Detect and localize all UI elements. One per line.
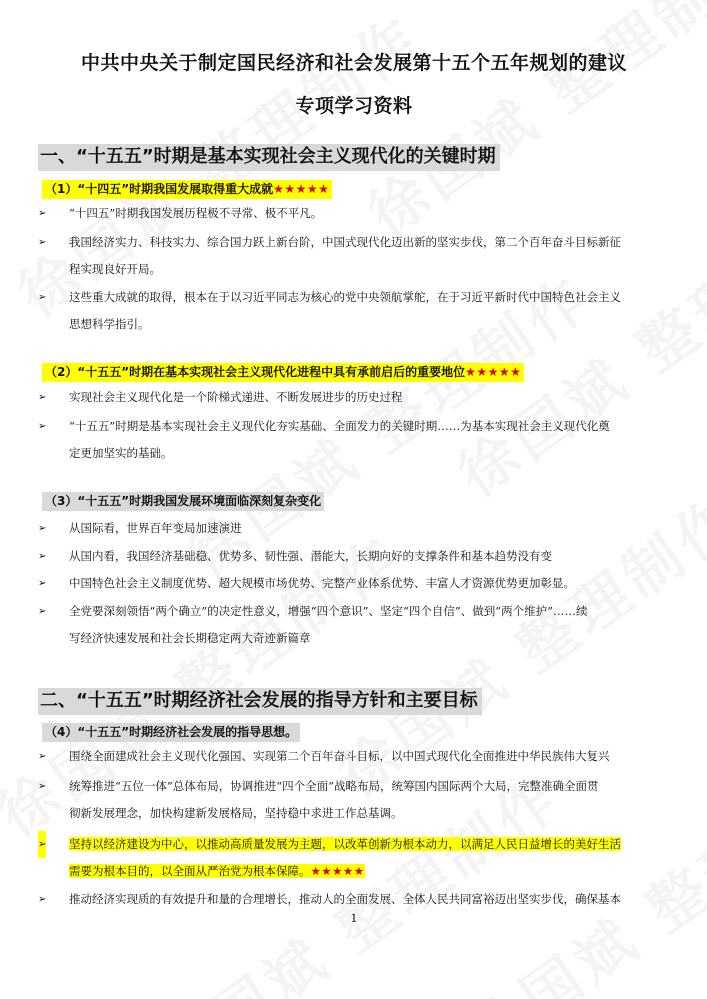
list-item: ➢ 我国经济实力、科技实力、综合国力跃上新台阶，中国式现代化迈出新的坚实步伐，第二个百年奋斗目标新征 <box>38 229 670 256</box>
section-heading-2: 二、“十五五”时期经济社会发展的指导方针和主要目标 <box>38 688 482 715</box>
list-item-highlighted: ➢ 坚持以经济建设为中心，以推动高质量发展为主题，以改革创新为根本动力，以满足人民日益增长的美好生活 <box>38 831 670 858</box>
arrow-bullet-icon: ➢ <box>38 392 47 403</box>
arrow-bullet-icon: ➢ <box>38 237 47 248</box>
list-item: ➢ 全党要深刻领悟“两个确立”的决定性意义，增强“四个意识”、坚定“四个自信”、做到“两个维护”……续 <box>38 598 670 625</box>
star-rating: ★★★★★ <box>310 864 365 878</box>
arrow-bullet-icon: ➢ <box>38 292 47 303</box>
list-item: ➢ “十四五”时期我国发展历程极不寻常、极不平凡。 <box>38 200 670 227</box>
page-number: 1 <box>350 912 358 925</box>
list-item: ➢ 统筹推进“五位一体”总体布局，协调推进“四个全面”战略布局，统筹国内国际两个大局，完整准确全面贯 <box>38 773 670 800</box>
star-rating: ★★★★★ <box>273 182 330 196</box>
arrow-bullet-icon: ➢ <box>38 751 47 762</box>
arrow-bullet-icon: ➢ <box>38 523 47 534</box>
subheading-1: （1）“十四五”时期我国发展取得重大成就★★★★★ <box>42 180 332 199</box>
list-item-continuation: 思想科学指引。 <box>69 317 150 331</box>
subheading-4: （4）“十五五”时期经济社会发展的指导思想。 <box>42 723 300 742</box>
arrow-bullet-icon: ➢ <box>38 421 47 432</box>
arrow-bullet-icon: ➢ <box>38 208 47 219</box>
list-item: ➢ 中国特色社会主义制度优势、超大规模市场优势、完整产业体系优势、丰富人才资源优势更加彰显。 <box>38 570 670 597</box>
list-item-continuation: 程实现良好开局。 <box>69 262 161 276</box>
list-item-continuation: 彻新发展理念，加快构建新发展格局，坚持稳中求进工作总基调。 <box>69 806 403 820</box>
list-item: ➢ 从国内看，我国经济基础稳、优势多、韧性强、潜能大，长期向好的支撑条件和基本趋势没有变 <box>38 543 670 570</box>
arrow-bullet-icon: ➢ <box>38 781 47 792</box>
arrow-bullet-icon: ➢ <box>38 831 46 858</box>
subheading-3: （3）“十五五”时期我国发展环境面临深刻复杂变化 <box>42 492 324 511</box>
section-heading-1: 一、“十五五”时期是基本实现社会主义现代化的关键时期 <box>38 144 500 171</box>
subheading-2: （2）“十五五”时期在基本实现社会主义现代化进程中具有承前启后的重要地位★★★★★ <box>42 363 524 382</box>
list-item: ➢ 从国际看，世界百年变局加速演进 <box>38 515 670 542</box>
list-item-continuation: 定更加坚实的基础。 <box>69 446 173 460</box>
list-item: ➢ 围绕全面建成社会主义现代化强国、实现第二个百年奋斗目标，以中国式现代化全面推进中华民族伟大复兴 <box>38 743 670 770</box>
doc-title: 中共中央关于制定国民经济和社会发展第十五个五年规划的建议 <box>80 52 627 74</box>
arrow-bullet-icon: ➢ <box>38 606 47 617</box>
arrow-bullet-icon: ➢ <box>38 551 47 562</box>
arrow-bullet-icon: ➢ <box>38 894 47 905</box>
list-item-continuation: 写经济快速发展和社会长期稳定两大奇迹新篇章 <box>69 631 311 645</box>
list-item: ➢ 推动经济实现质的有效提升和量的合理增长，推动人的全面发展、全体人民共同富裕迈出坚实步伐，确保基本 <box>38 886 670 913</box>
list-item: ➢ “十五五”时期是基本实现社会主义现代化夯实基础、全面发力的关键时期……为基本实现社会主义现代化奠 <box>38 413 670 440</box>
list-item: ➢ 这些重大成就的取得，根本在于以习近平同志为核心的党中央领航掌舵，在于习近平新时代中国特色社会主义 <box>38 284 670 311</box>
arrow-bullet-icon: ➢ <box>38 578 47 589</box>
list-item: ➢ 实现社会主义现代化是一个阶梯式递进、不断发展进步的历史过程 <box>38 384 670 411</box>
doc-subtitle: 专项学习资料 <box>295 95 413 117</box>
list-item-continuation: 需要为根本目的，以全面从严治党为根本保障。★★★★★ <box>69 864 365 878</box>
star-rating: ★★★★★ <box>465 365 522 379</box>
